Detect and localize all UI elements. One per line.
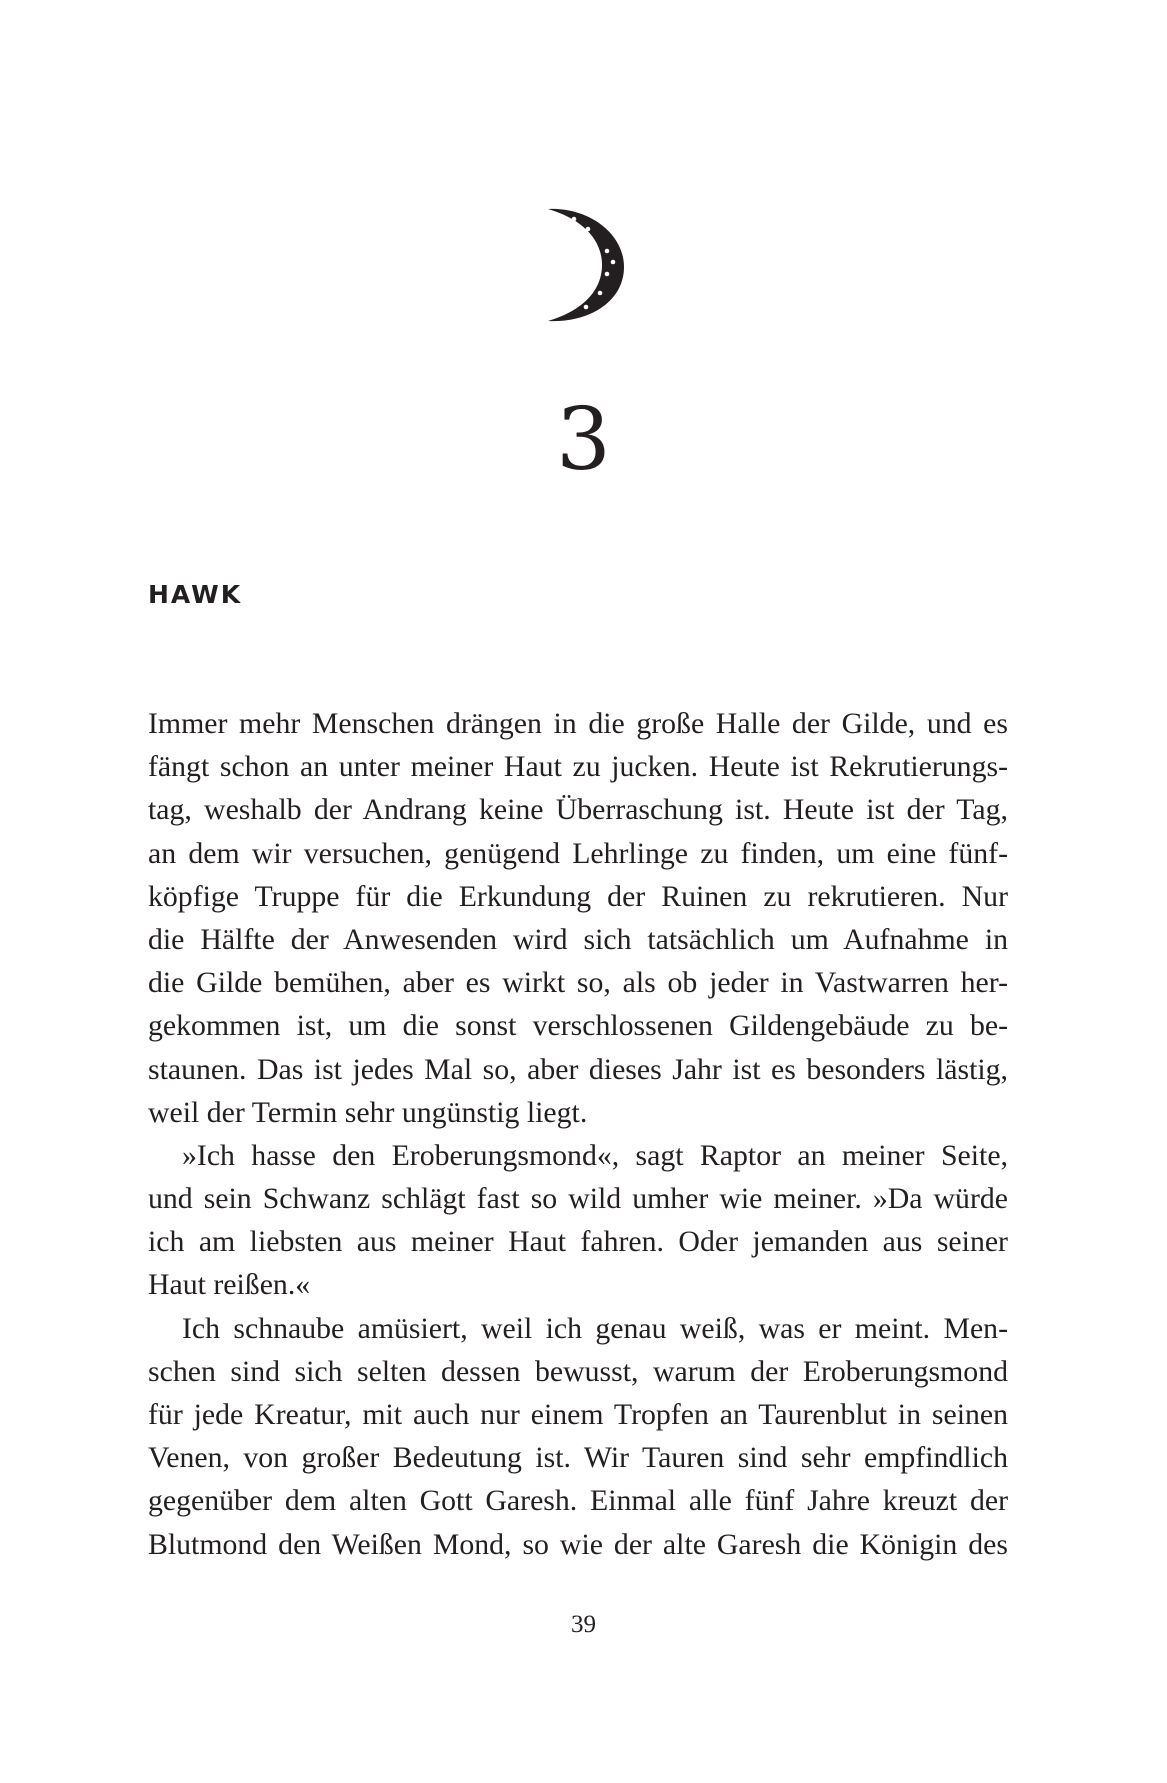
text-line: Immer mehr Menschen drängen in die große Halle der Gilde, und es <box>148 707 1008 740</box>
text-line: ich am liebsten aus meiner Haut fahren. Oder jemanden aus seiner <box>148 1225 1008 1259</box>
text-line: für jede Kreatur, mit auch nur einem Tropfen an Taurenblut in seinen <box>148 1398 1008 1431</box>
chapter-number: 3 <box>556 390 611 490</box>
chapter-pov-heading: HAWK <box>148 580 243 609</box>
text-line: die Gilde bemühen, aber es wirkt so, als ob jeder in Vastwarren her- <box>148 966 1008 1000</box>
text-line: und sein Schwanz schlägt fast so wild umher wie meiner. »Da würde <box>148 1182 1008 1216</box>
text-line: tag, weshalb der Andrang keine Überraschung ist. Heute ist der Tag, <box>148 793 1008 827</box>
text-line: Blutmond den Weißen Mond, so wie der alte Garesh die Königin des <box>148 1527 1008 1561</box>
text-line: Haut reißen.« <box>148 1268 311 1302</box>
text-line: gekommen ist, um die sonst verschlossenen Gildengebäude zu be- <box>148 1009 1008 1043</box>
body-text <box>148 702 1008 1566</box>
paragraph <box>148 1134 1008 1307</box>
page-number: 39 <box>571 1611 596 1638</box>
text-line: Venen, von großer Bedeutung ist. Wir Tauren sind sehr empfindlich <box>148 1441 1008 1475</box>
text-line: schen sind sich selten dessen bewusst, warum der Eroberungsmond <box>148 1354 1008 1388</box>
text-line: gegenüber dem alten Gott Garesh. Einmal alle fünf Jahre kreuzt der <box>148 1484 1008 1518</box>
text-line: weil der Termin sehr ungünstig liegt. <box>148 1095 588 1129</box>
crescent-moon-icon <box>538 205 628 325</box>
text-line: Ich schnaube amüsiert, weil ich genau weiß, was er meint. Men- <box>182 1311 1008 1345</box>
text-line: köpfige Truppe für die Erkundung der Ruinen zu rekrutieren. Nur <box>148 879 1008 913</box>
text-line: »Ich hasse den Eroberungsmond«, sagt Raptor an meiner Seite, <box>182 1138 1008 1172</box>
text-line: fängt schon an unter meiner Haut zu jucken. Heute ist Rekrutierungs- <box>148 750 1008 784</box>
text-line: an dem wir versuchen, genügend Lehrlinge zu finden, um eine fünf- <box>148 836 1008 870</box>
paragraph <box>148 1307 1008 1566</box>
paragraph <box>148 702 1008 1134</box>
text-line: staunen. Das ist jedes Mal so, aber dieses Jahr ist es besonders lästig, <box>148 1052 1008 1086</box>
text-line: die Hälfte der Anwesenden wird sich tatsächlich um Aufnahme in <box>148 922 1008 956</box>
